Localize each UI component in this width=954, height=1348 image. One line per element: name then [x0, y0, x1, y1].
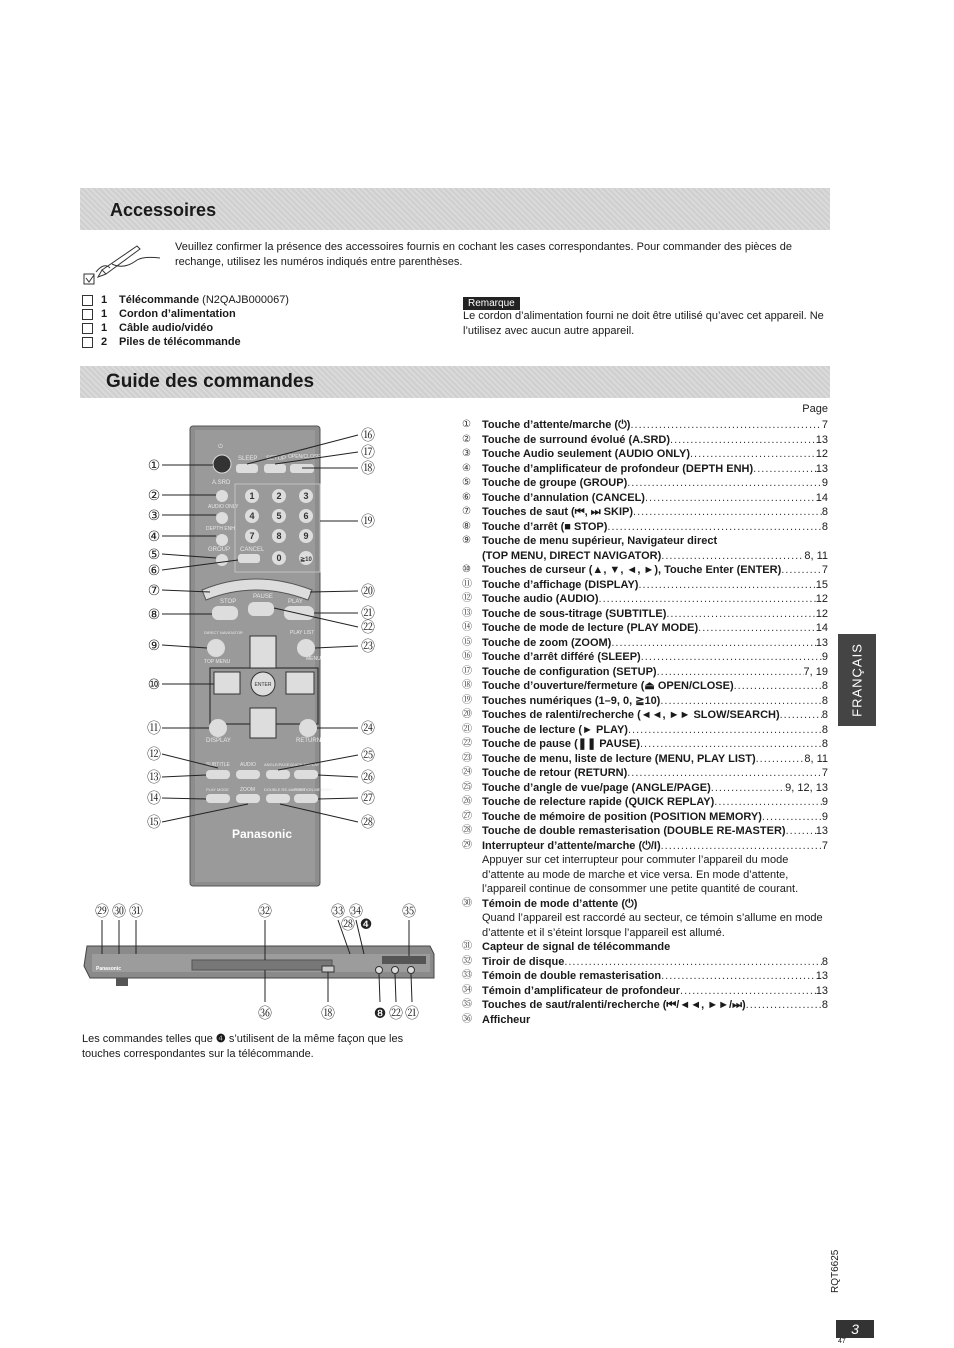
checklist-pen-icon: [82, 240, 172, 288]
remote-illustration: [140, 418, 390, 888]
callout-22: ㉒: [361, 620, 375, 636]
svg-text:≧10: ≧10: [300, 557, 312, 563]
callout-2: ②: [147, 488, 161, 504]
callout-30: ㉚: [112, 904, 126, 920]
list-item: ㉚ Témoin de mode d’attente (⏻): [462, 897, 638, 910]
list-item: ① Touche d’attente/marche (⏻) ..... 7: [462, 418, 828, 433]
list-item: ⑬ Touche de sous-titrage (SUBTITLE) ..... 12: [462, 607, 828, 622]
list-item: ⑱ Touche d’ouverture/fermeture (⏏ OPEN/CLOSE) ..... 8: [462, 679, 828, 694]
list-item: ⑮ Touche de zoom (ZOOM) ..... 13: [462, 636, 828, 651]
list-item: 1 Câble audio/vidéo: [82, 321, 289, 335]
document-code: RQT6625: [830, 1249, 841, 1293]
list-item: ㉜ Tiroir de disque ..... 8: [462, 955, 828, 970]
key-pause-label: PAUSE: [253, 594, 273, 600]
callout-17: ⑰: [361, 445, 375, 461]
key-menu-label: MENU: [306, 656, 321, 662]
group-button[interactable]: [216, 554, 228, 566]
key-zoom-label: ZOOM: [240, 787, 255, 793]
key-position-label: POSITION MEMORY: [294, 787, 333, 792]
callout-28: ㉘: [361, 815, 375, 831]
callout-33: ㉝: [331, 904, 345, 920]
pause-button[interactable]: [248, 602, 274, 616]
list-item: ㉔ Touche de retour (RETURN) ..... 7: [462, 766, 828, 781]
cursor-right-button[interactable]: [286, 672, 314, 694]
key-play-list-label: PLAY LIST: [290, 630, 315, 636]
disc-tray[interactable]: [192, 960, 332, 970]
play-button[interactable]: [284, 606, 314, 620]
play-mode-button[interactable]: [206, 794, 230, 803]
skip-search-button-3[interactable]: [408, 967, 415, 974]
list-item: 1 Cordon d’alimentation: [82, 307, 289, 321]
setup-button[interactable]: [264, 464, 286, 473]
list-item: ⑦ Touches de saut (⏮, ⏭ SKIP) ..... 8: [462, 505, 828, 520]
list-item: ㉞ Témoin d’amplificateur de profondeur ..... 13: [462, 984, 828, 999]
callout-21: ㉑: [361, 606, 375, 622]
callout-1: ①: [147, 458, 161, 474]
enter-label: ENTER: [254, 682, 272, 688]
callout-26: ㉖: [361, 770, 375, 786]
callout-25: ㉕: [361, 748, 375, 764]
checkbox[interactable]: [82, 323, 93, 334]
key-play-mode-label: PLAY MODE: [206, 787, 229, 792]
list-item: ㉓ Touche de menu, liste de lecture (MENU, PLAY LIST) ..... 8, 11: [462, 752, 828, 767]
cursor-down-button[interactable]: [250, 708, 276, 738]
accessories-list: [82, 293, 289, 349]
open-close-button[interactable]: [322, 966, 334, 972]
callout-12: ⑫: [147, 747, 161, 763]
list-item: ㊱ Afficheur: [462, 1013, 531, 1026]
callout-36: ㊱: [258, 1006, 272, 1022]
svg-text:5: 5: [276, 511, 282, 521]
item-description: Quand l’appareil est raccordé au secteur, ce témoin s’allume en mode d’attente et il s’éteint lorsque l’appareil est allumé.: [482, 912, 823, 939]
key-stop-label: STOP: [220, 599, 237, 605]
page-column-label: Page: [802, 403, 828, 415]
guide-banner: [80, 366, 830, 398]
key-group-label: GROUP: [208, 547, 231, 553]
key-double-label: DOUBLE RE-MASTER: [264, 787, 306, 792]
checkbox[interactable]: [82, 295, 93, 306]
skip-search-button-2[interactable]: [392, 967, 399, 974]
list-item: ⑩ Touches de curseur (▲, ▼, ◄, ►), Touche Enter (ENTER) ..... 7: [462, 563, 828, 578]
power-icon-label: ⏻: [218, 444, 223, 450]
callout-16: ⑯: [361, 428, 375, 444]
callout-34: ㉞: [349, 904, 363, 920]
key-direct-nav-label: DIRECT NAVIGATOR: [204, 630, 243, 635]
callout-20: ⑳: [361, 584, 375, 600]
return-button[interactable]: [299, 719, 317, 737]
list-item: ㉒ Touche de pause (❚❚ PAUSE) ..... 8: [462, 737, 828, 752]
callout-11: ⑪: [147, 721, 161, 737]
cursor-left-button[interactable]: [214, 672, 240, 694]
callout-32: ㉜: [258, 904, 272, 920]
callout-7: ⑦: [147, 583, 161, 599]
key-sleep-label: SLEEP: [238, 456, 258, 462]
list-item: ⑰ Touche de configuration (SETUP) ..... 7, 19: [462, 665, 828, 680]
callout-14: ⑭: [147, 791, 161, 807]
footnote: Les commandes telles que ❹ s’utilisent de la même façon que les touches correspondantes sur la télécommande.: [82, 1033, 404, 1060]
callout-35: ㉟: [402, 904, 416, 920]
asrd-button[interactable]: [216, 490, 228, 502]
key-angle-label: ANGLE/PAGE: [264, 762, 290, 767]
key-audio-only-label: AUDIO ONLY: [208, 504, 239, 510]
accessories-intro: Veuillez confirmer la présence des accessoires fournis en cochant les cases correspondantes. Pour commander des pièces de rechange, utilisez les numéros indiqués entre parenthèses.: [175, 241, 792, 268]
callout-5: ⑤: [147, 547, 161, 563]
list-item: ㉘ Touche de double remasterisation (DOUBLE RE-MASTER) ..... 13: [462, 824, 828, 839]
player-brand-logo: Panasonic: [96, 966, 122, 972]
item-description: Appuyer sur cet interrupteur pour commuter l’appareil du mode d’attente au mode de marche et vice versa. En mode d’attente, l’appareil continue de consommer une petite quantité de courant.: [482, 854, 799, 895]
svg-text:0: 0: [276, 553, 282, 563]
player-illustration: [82, 898, 442, 1023]
list-item: ⑭ Touche de mode de lecture (PLAY MODE) ..... 14: [462, 621, 828, 636]
svg-text:8: 8: [276, 531, 282, 541]
callout-10: ⑩: [147, 677, 161, 693]
callout-8: ⑧: [147, 607, 161, 623]
callout-9: ⑨: [147, 638, 161, 654]
callout-23: ㉓: [361, 639, 375, 655]
language-tab: FRANÇAIS: [838, 634, 876, 726]
list-item: 1 Télécommande (N2QAJB000067): [82, 293, 289, 307]
svg-text:6: 6: [303, 511, 309, 521]
list-item: ⑳ Touches de ralenti/recherche (◄◄, ►► SLOW/SEARCH) ..... 8: [462, 708, 828, 723]
callout-15: ⑮: [147, 815, 161, 831]
callout-31: ㉛: [129, 904, 143, 920]
key-setup-label: SETUP: [266, 456, 287, 462]
list-item: ⑤ Touche de groupe (GROUP) ..... 9: [462, 476, 828, 491]
quick-replay-button[interactable]: [294, 770, 318, 779]
badge-21: ㉑: [405, 1006, 419, 1022]
angle-button[interactable]: [266, 770, 290, 779]
list-item: ㉑ Touche de lecture (► PLAY) ..... 8: [462, 723, 828, 738]
key-quick-label: QUICK REPLAY: [290, 762, 320, 767]
list-item: ④ Touche d’amplificateur de profondeur (DEPTH ENH) ..... 13: [462, 462, 828, 477]
remote-brand-logo: Panasonic: [231, 827, 293, 841]
svg-text:7: 7: [249, 531, 255, 541]
depth-button[interactable]: [216, 534, 228, 546]
callout-3: ③: [147, 508, 161, 524]
key-asrd-label: A.SRD: [212, 480, 231, 486]
accessories-title: Accessoires: [110, 200, 217, 220]
subtitle-button[interactable]: [206, 770, 230, 779]
list-item: ㉝ Témoin de double remasterisation ..... 13: [462, 969, 828, 984]
zoom-button[interactable]: [236, 794, 260, 803]
key-return-label: RETURN: [296, 738, 321, 744]
list-item: ② Touche de surround évolué (A.SRD) ..... 13: [462, 433, 828, 448]
list-item: ③ Touche Audio seulement (AUDIO ONLY) ..... 12: [462, 447, 828, 462]
cancel-button[interactable]: [238, 554, 260, 563]
guide-title: Guide des commandes: [106, 371, 315, 392]
display-button[interactable]: [209, 719, 227, 737]
list-item: (TOP MENU, DIRECT NAVIGATOR) ..... 8, 11: [462, 549, 828, 564]
list-item: ⑫ Touche audio (AUDIO) ..... 12: [462, 592, 828, 607]
callout-27: ㉗: [361, 791, 375, 807]
key-subtitle-label: SUBTITLE: [206, 762, 230, 768]
play-list-button[interactable]: [297, 639, 315, 657]
audio-button[interactable]: [236, 770, 260, 779]
badge-8: ❽: [373, 1006, 387, 1022]
list-item: ㉙ Interrupteur d’attente/marche (⏻/I) ..... 7: [462, 839, 828, 854]
svg-text:2: 2: [276, 491, 282, 501]
cursor-up-button[interactable]: [250, 636, 276, 668]
badge-4: ❹: [359, 917, 373, 933]
skip-search-button-1[interactable]: [376, 967, 383, 974]
direct-nav-button[interactable]: [207, 639, 225, 657]
callout-19: ⑲: [361, 514, 375, 530]
list-item: ㉖ Touche de relecture rapide (QUICK REPLAY) ..... 9: [462, 795, 828, 810]
position-memory-button[interactable]: [294, 794, 318, 803]
remark-label: Remarque: [463, 297, 520, 310]
callout-18: ⑱: [361, 461, 375, 477]
remark-text: Le cordon d’alimentation fourni ne doit être utilisé qu’avec cet appareil. Ne l’utilisez avec aucun autre appareil.: [463, 310, 824, 337]
list-item: ⑥ Touche d’annulation (CANCEL) ..... 14: [462, 491, 828, 506]
badge-28: ㉘: [341, 917, 355, 933]
display-window: [382, 956, 426, 964]
badge-22: ㉒: [389, 1006, 403, 1022]
page-number: 3: [836, 1320, 874, 1338]
key-display-label: DISPLAY: [206, 738, 231, 744]
checkbox[interactable]: [82, 337, 93, 348]
list-item: ⑧ Touche d’arrêt (■ STOP) ..... 8: [462, 520, 828, 535]
key-play-label: PLAY: [288, 599, 303, 605]
list-item: ㉛ Capteur de signal de télécommande: [462, 941, 671, 953]
double-remaster-button[interactable]: [266, 794, 290, 803]
badge-18: ⑱: [321, 1006, 335, 1022]
page-number-small: 47: [838, 1338, 846, 1345]
svg-text:3: 3: [303, 491, 309, 501]
list-item: ㉟ Touches de saut/ralenti/recherche (⏮/◄◄, ►►/⏭) ..... 8: [462, 998, 828, 1013]
list-item: ⑪ Touche d’affichage (DISPLAY) ..... 15: [462, 578, 828, 593]
callout-29: ㉙: [95, 904, 109, 920]
svg-text:1: 1: [249, 491, 255, 501]
key-audio-label: AUDIO: [240, 762, 256, 768]
list-item: ㉕ Touche d’angle de vue/page (ANGLE/PAGE) ..... 9, 12, 13: [462, 781, 828, 796]
power-button[interactable]: [213, 455, 231, 473]
list-item: ⑯ Touche d’arrêt différé (SLEEP) ..... 9: [462, 650, 828, 665]
checkbox[interactable]: [82, 309, 93, 320]
command-guide-list: [462, 418, 828, 1027]
callout-4: ④: [147, 529, 161, 545]
key-depth-label: DEPTH ENH: [206, 526, 235, 532]
callout-6: ⑥: [147, 563, 161, 579]
key-top-menu-label: TOP MENU: [204, 659, 231, 665]
svg-text:4: 4: [249, 511, 255, 521]
list-item: ⑲ Touches numériques (1–9, 0, ≧10) ..... 8: [462, 694, 828, 709]
list-item: 2 Piles de télécommande: [82, 335, 289, 349]
stop-button[interactable]: [212, 606, 238, 620]
callout-24: ㉔: [361, 721, 375, 737]
accessories-banner: [80, 188, 830, 230]
callout-13: ⑬: [147, 770, 161, 786]
key-open-label: OPEN/CLOSE: [288, 454, 321, 460]
sleep-button[interactable]: [236, 464, 258, 473]
audio-only-button[interactable]: [216, 512, 228, 524]
svg-text:9: 9: [303, 531, 309, 541]
badge-4-icon: ❹: [215, 1033, 226, 1045]
key-cancel-label: CANCEL: [240, 547, 265, 553]
list-item: ㉗ Touche de mémoire de position (POSITION MEMORY) ..... 9: [462, 810, 828, 825]
list-item: ⑨ Touche de menu supérieur, Navigateur direct: [462, 535, 718, 547]
